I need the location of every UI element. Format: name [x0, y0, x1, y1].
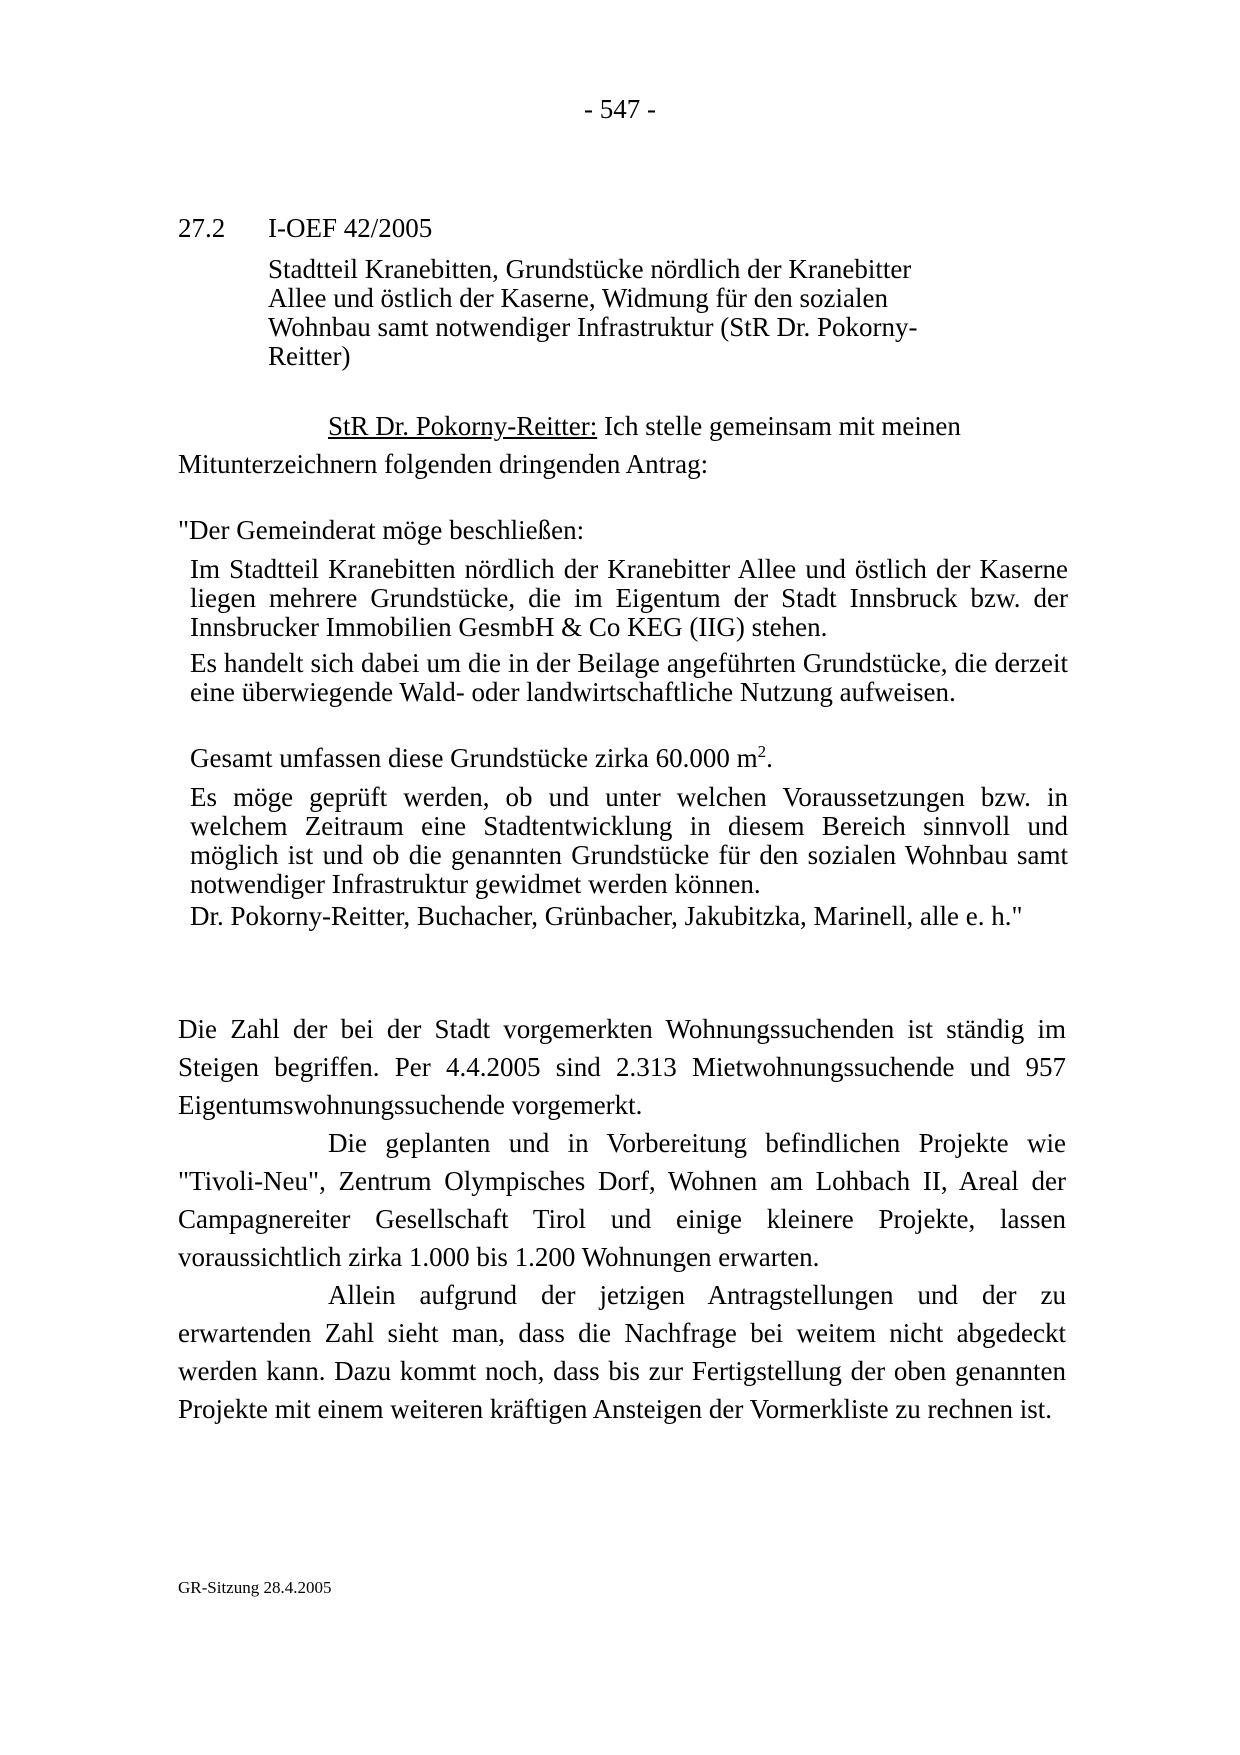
motion-paragraph: Im Stadtteil Kranebitten nördlich der Kranebitter Allee und östlich der Kaserne liegen mehrere Grundstücke, die im Eigentum der Stadt Innsbruck bzw. der Innsbrucker Immobilien GesmbH & Co KEG (IIG) stehen.: [190, 554, 1068, 642]
motion-intro: "Der Gemeinderat möge beschließen:: [178, 515, 585, 545]
footer-session-date: GR-Sitzung 28.4.2005: [178, 1578, 332, 1597]
speech-paragraph: [178, 407, 1066, 483]
body-paragraph: Die geplanten und in Vorbereitung befindlichen Projekte wie "Tivoli-Neu", Zentrum Olympisches Dorf, Wohnen am Lohbach II, Areal der Campagnereiter Gesellschaft Tirol und einige kleinere Projekte, lassen voraussichtlich zirka 1.000 bis 1.200 Wohnungen erwarten.: [178, 1128, 1066, 1272]
motion-area-paragraph: [190, 737, 1068, 773]
speech-text: Ich stelle gemeinsam mit meinen Mitunterzeichnern folgenden dringenden Antrag:: [178, 411, 961, 479]
area-end: .: [766, 743, 773, 773]
item-title: Stadtteil Kranebitten, Grundstücke nördlich der Kranebitter Allee und östlich der Kaserne, Widmung für den sozialen Wohnbau samt notwendiger Infrastruktur (StR Dr. Pokorny-Reitter): [268, 254, 918, 371]
motion-paragraph: Es handelt sich dabei um die in der Beilage angeführten Grundstücke, die derzeit eine überwiegende Wald- oder landwirtschaftliche Nutzung aufweisen.: [190, 648, 1068, 707]
motion-signatories: Dr. Pokorny-Reitter, Buchacher, Grünbacher, Jakubitzka, Marinell, alle e. h.": [190, 901, 1023, 931]
motion-paragraph: Es möge geprüft werden, ob und unter welchen Voraussetzungen bzw. in welchem Zeitraum eine Stadtentwicklung in diesem Bereich sinnvoll und möglich ist und ob die genannten Grundstücke für den sozialen Wohnbau samt notwendiger Infrastruktur gewidmet werden können.: [190, 782, 1068, 899]
page-number: - 547 -: [584, 94, 656, 124]
body-paragraph: Allein aufgrund der jetzigen Antragstellungen und der zu erwartenden Zahl sieht man, dass die Nachfrage bei weitem nicht abgedeckt werden kann. Dazu kommt noch, dass bis zur Fertigstellung der oben genannten Projekte mit einem weiteren kräftigen Ansteigen der Vormerkliste zu rechnen ist.: [178, 1280, 1066, 1424]
speaker-name: StR Dr. Pokorny-Reitter:: [328, 411, 598, 441]
item-number: 27.2: [178, 213, 226, 243]
body-paragraph: Die Zahl der bei der Stadt vorgemerkten Wohnungssuchenden ist ständig im Steigen begriffen. Per 4.4.2005 sind 2.313 Mietwohnungssuchende und 957 Eigentumswohnungssuchende vorgemerkt.: [178, 1014, 1066, 1120]
area-exponent: 2: [757, 742, 767, 761]
item-code: I-OEF 42/2005: [268, 213, 433, 243]
motion-area-text: Gesamt umfassen diese Grundstücke zirka 60.000 m: [190, 743, 758, 773]
